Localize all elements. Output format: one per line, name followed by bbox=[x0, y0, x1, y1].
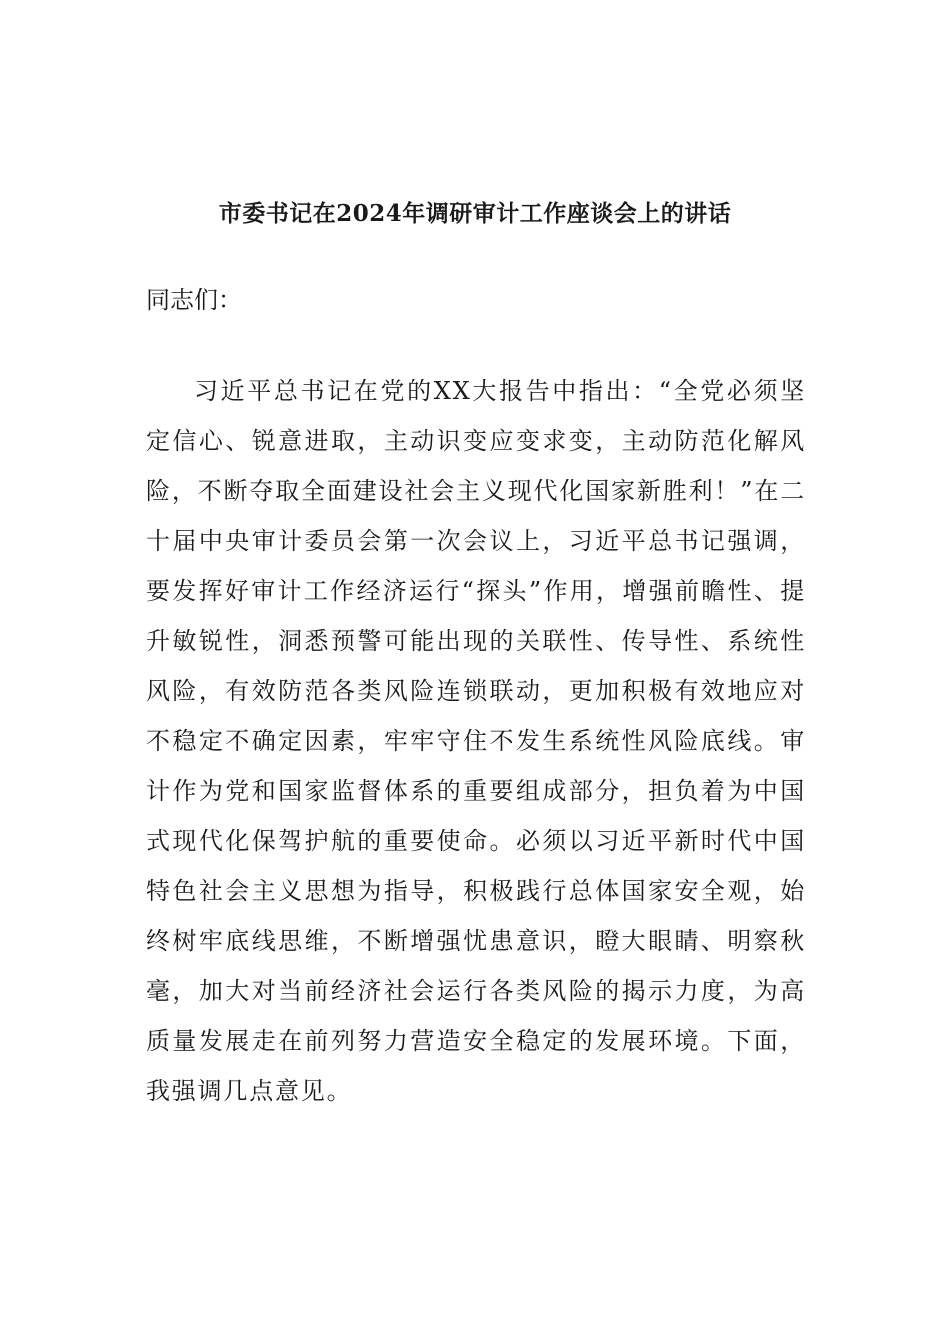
body-paragraph: 习近平总书记在党的XX大报告中指出：“全党必须坚定信心、锐意进取，主动识变应变求变，主动防范化解风险，不断夺取全面建设社会主义现代化国家新胜利！”在二十届中央审计委员会第一次会议上，习近平总书记强调，要发挥好审计工作经济运行“探头”作用，增强前瞻性、提升敏锐性，洞悉预警可能出现的关联性、传导性、系统性风险，有效防范各类风险连锁联动，更加积极有效地应对不稳定不确定因素，牢牢守住不发生系统性风险底线。审计作为党和国家监督体系的重要组成部分，担负着为中国式现代化保驾护航的重要使命。必须以习近平新时代中国特色社会主义思想为指导，积极践行总体国家安全观，始终树牢底线思维，不断增强忧患意识，瞪大眼睛、明察秋毫，加大对当前经济社会运行各类风险的揭示力度，为高质量发展走在前列努力营造安全稳定的发展环境。下面，我强调几点意见。 bbox=[146, 377, 806, 1105]
document-title: 市委书记在2024年调研审计工作座谈会上的讲话 bbox=[218, 200, 732, 227]
salutation: 同志们： bbox=[146, 286, 242, 314]
